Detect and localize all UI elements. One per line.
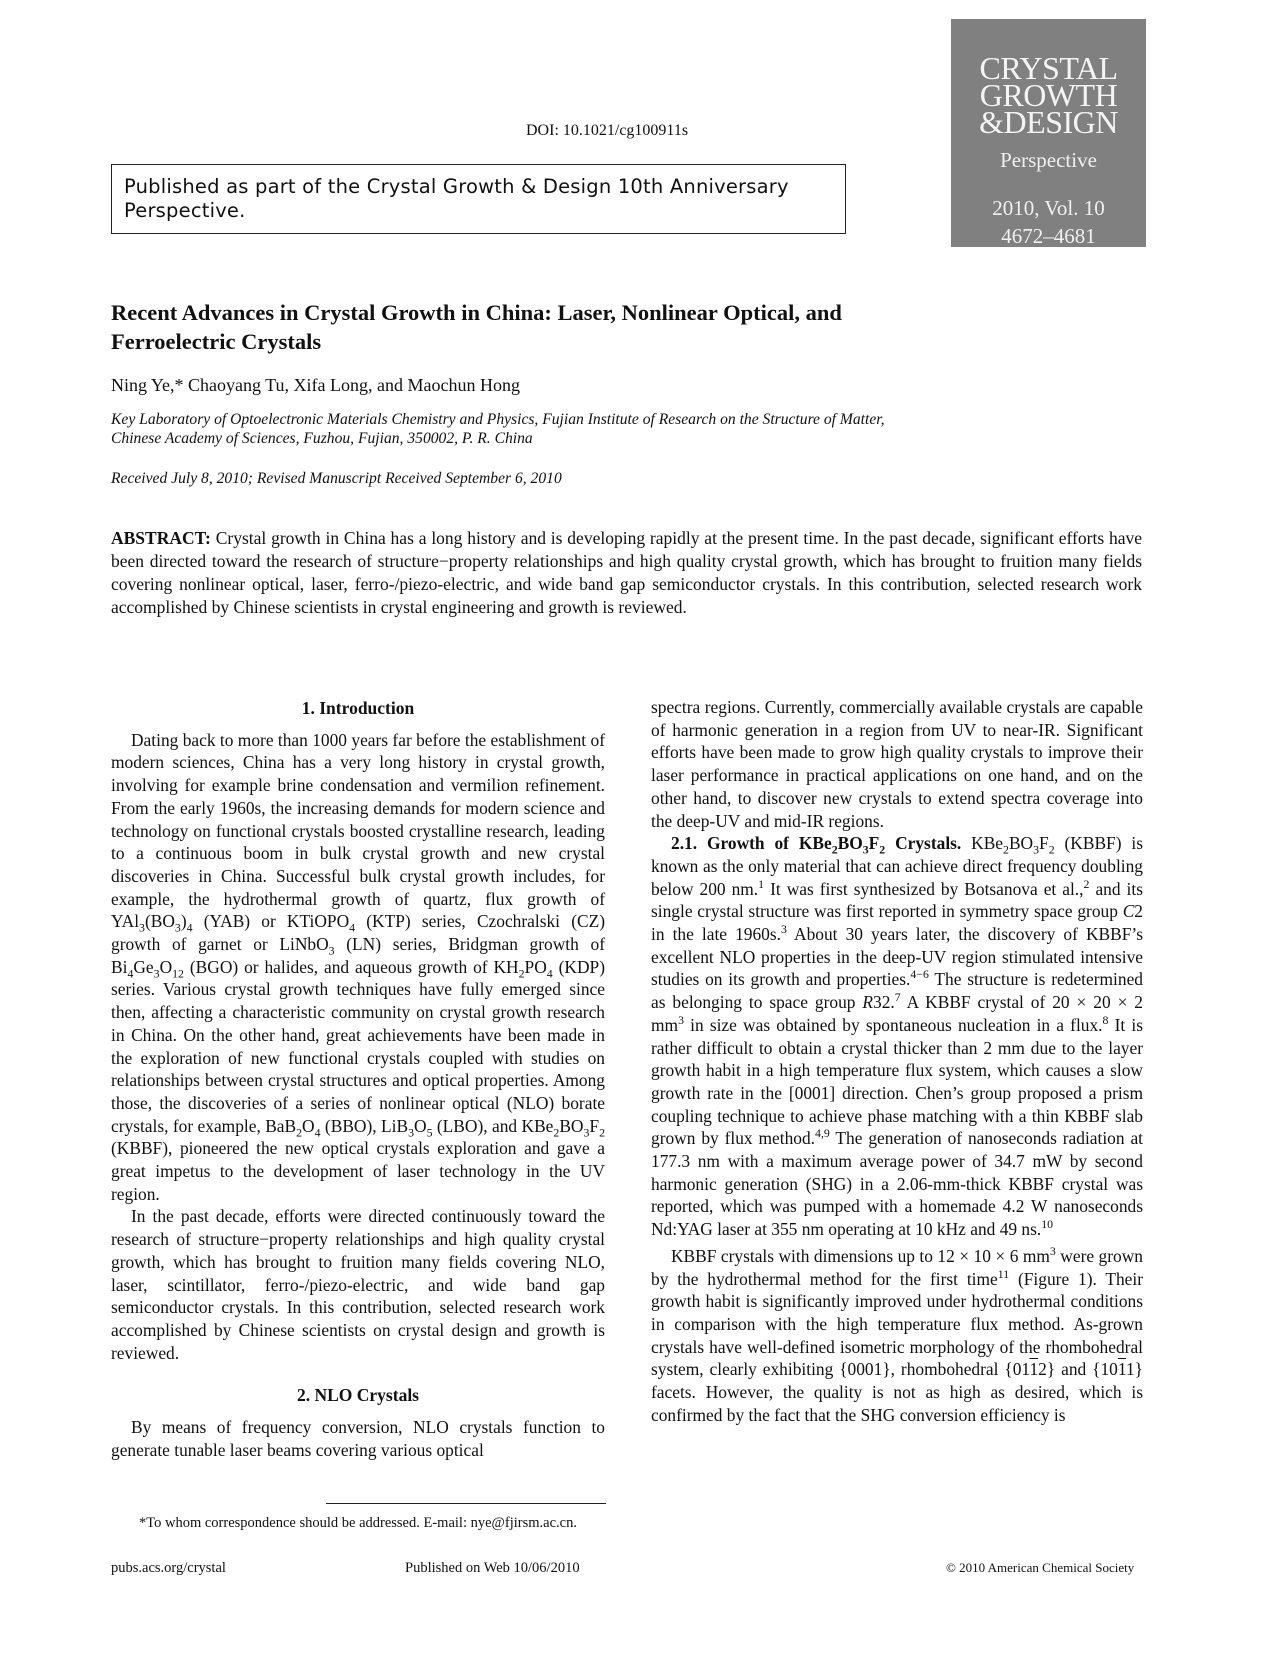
section-heading-nlo: 2. NLO Crystals [296,1385,419,1406]
footer-journal-url: pubs.acs.org/crystal [111,1560,226,1576]
abstract-label: ABSTRACT: [111,528,211,548]
footnote-rule [326,1503,606,1504]
journal-name-line3: &DESIGN [979,104,1118,140]
anniversary-notice: Published as part of the Crystal Growth & Design 10th Anniversary Perspective. [111,164,846,234]
nlo-paragraph-1: By means of frequency conversion, NLO crystals function to generate tunable laser beams covering various optical [111,1417,605,1460]
journal-name-line2: GROWTH [979,77,1118,113]
article-type: Perspective [1000,148,1097,172]
authors: Ning Ye,* Chaoyang Tu, Xifa Long, and Maochun Hong [111,375,520,395]
right-column [651,697,1143,1427]
affiliation: Key Laboratory of Optoelectronic Materials Chemistry and Physics, Fujian Institute of Research on the Structure of Matter, Chinese Academy of Sciences, Fuzhou, Fujian, 350002, P. R. China [111,411,885,447]
intro-paragraph-1: Dating back to more than 1000 years far before the establishment of modern sciences, China has a very long history in crystal growth, involving for example brine condensation and vermilion refinement. From the early 1960s, the increasing demands for modern science and technology on functional crystals boosted crystalline research, leading to a continuous boom in bulk crystal growth and new crystal discoveries in China. Successful bulk crystal growth includes, for example, the hydrothermal growth of quartz, flux growth of $YAl_3(BO_3)_4$ (YAB) or KTiOPO$_4$ (KTP) series, Czochralski (CZ) growth of garnet or LiNbO$_3$ (LN) series, Bridgman growth of $Bi_4Ge_3O_{12}$ (BGO) or halides, and aqueous growth of $KH_2PO_4$ (KDP) series. Various crystal growth techniques have fully emerged since then, affecting a characteristic community on crystal growth research in China. On the other hand, great achievements have been made in the exploration of new functional crystals coupled with studies on relationships between crystal structures and optical properties. Among those, the discoveries of a series of nonlinear optical (NLO) borate crystals, for example, $BaB_2O_4$ (BBO), $LiB_3O_5$ (LBO), and $KBe_2BO_3F_2$ (KBBF), pioneered the new optical crystals exploration and gave a great impetus to the development of laser technology in the UV region. [111,729,605,1204]
kbbf-paragraph-2: KBBF crystals with dimensions up to 12 × 10 × 6 $mm^3$ were grown by the hydrothermal method for the first time$^{11}$ (Figure 1). Their growth habit is significantly improved under hydrothermal conditions in comparison with the high temperature flux method. As-grown crystals have well-defined isometric morphology of the rhombohedral system, clearly exhibiting {0001}, rhombohedral {0112} and {1011} facets. However, the quality is not as high as desired, which is confirmed by the fact that the SHG conversion efficiency is [651,1244,1144,1425]
year-volume: 2010, Vol. 10 [992,196,1105,220]
intro-paragraph-2: In the past decade, efforts were directed continuously toward the research of structure−property relationships and high quality crystal growth, which has brought to fruition many fields covering NLO, laser, scintillator, ferro-/piezo-electric, and wide band gap semiconductor crystals. In this contribution, selected research work accomplished by Chinese scientists on crystal design and growth is reviewed. [111,1206,605,1363]
footer-publish-date: Published on Web 10/06/2010 [405,1560,580,1576]
volume-info [951,194,1146,250]
article-title: Recent Advances in Crystal Growth in China: Laser, Nonlinear Optical, and Ferroelectric Crystals [111,300,842,354]
abstract [111,527,1142,619]
journal-badge [951,19,1146,247]
left-column [111,697,605,1462]
section-heading-introduction: 1. Introduction [301,698,415,718]
correspondence-footnote: *To whom correspondence should be addressed. E-mail: nye@fjirsm.ac.cn. [139,1515,577,1531]
abstract-text: Crystal growth in China has a long history and is developing rapidly at the present time. In the past decade, significant efforts have been directed toward the research of structure−property relationships and high quality crystal growth, which has brought to fruition many fields covering nonlinear optical, laser, ferro-/piezo-electric, and wide band gap semiconductor crystals. In this contribution, selected research work accomplished by Chinese scientists in crystal engineering and growth is reviewed. [111,528,1143,617]
journal-name [951,50,1146,140]
doi: DOI: 10.1021/cg100911s [526,122,689,139]
received-dates: Received July 8, 2010; Revised Manuscript Received September 6, 2010 [111,470,562,487]
kbbf-paragraph-1: 2.1. Growth of $KBe_2BO_3F_2$ Crystals. $KBe_2BO_3F_2$ (KBBF) is known as the only material that can achieve direct frequency doubling below 200 nm.$^1$ It was first synthesized by Botsanova et al.,$^2$ and its single crystal structure was first reported in symmetry space group C2 in the late 1960s.$^3$ About 30 years later, the discovery of KBBF’s excellent NLO properties in the deep-UV region stimulated intensive studies on its growth and properties.$^{4-6}$ The structure is redetermined as belonging to space group R32.$^7$ A KBBF crystal of 20 × 20 × 2 $mm^3$ in size was obtained by spontaneous nucleation in a flux.$^8$ It is rather difficult to obtain a crystal thicker than 2 mm due to the layer growth habit in a high temperature flux system, which causes a slow growth rate in the [0001] direction. Chen’s group proposed a prism coupling technique to achieve phase matching with a thin KBBF slab grown by flux method.$^{4,9}$ The generation of nanoseconds radiation at 177.3 nm with a maximum average power of 34.7 mW by second harmonic generation (SHG) in a 2.06-mm-thick KBBF crystal was reported, which was pumped with a homemade 4.2 W nanoseconds Nd:YAG laser at 355 nm operating at 10 kHz and 49 ns.$^{10}$ [651,833,1144,1240]
page-range: 4672–4681 [1001,224,1096,248]
footer-copyright: © 2010 American Chemical Society [946,1560,1135,1575]
journal-name-line1: CRYSTAL [979,50,1118,86]
nlo-paragraph-1-continued: spectra regions. Currently, commercially available crystals are capable of harmonic generation in a region from UV to near-IR. Significant efforts have been made to grow high quality crystals to improve their laser performance in practical applications on one hand, and on the other hand, to discover new crystals to extend spectra coverage into the deep-UV and mid-IR regions. [651,697,1143,831]
